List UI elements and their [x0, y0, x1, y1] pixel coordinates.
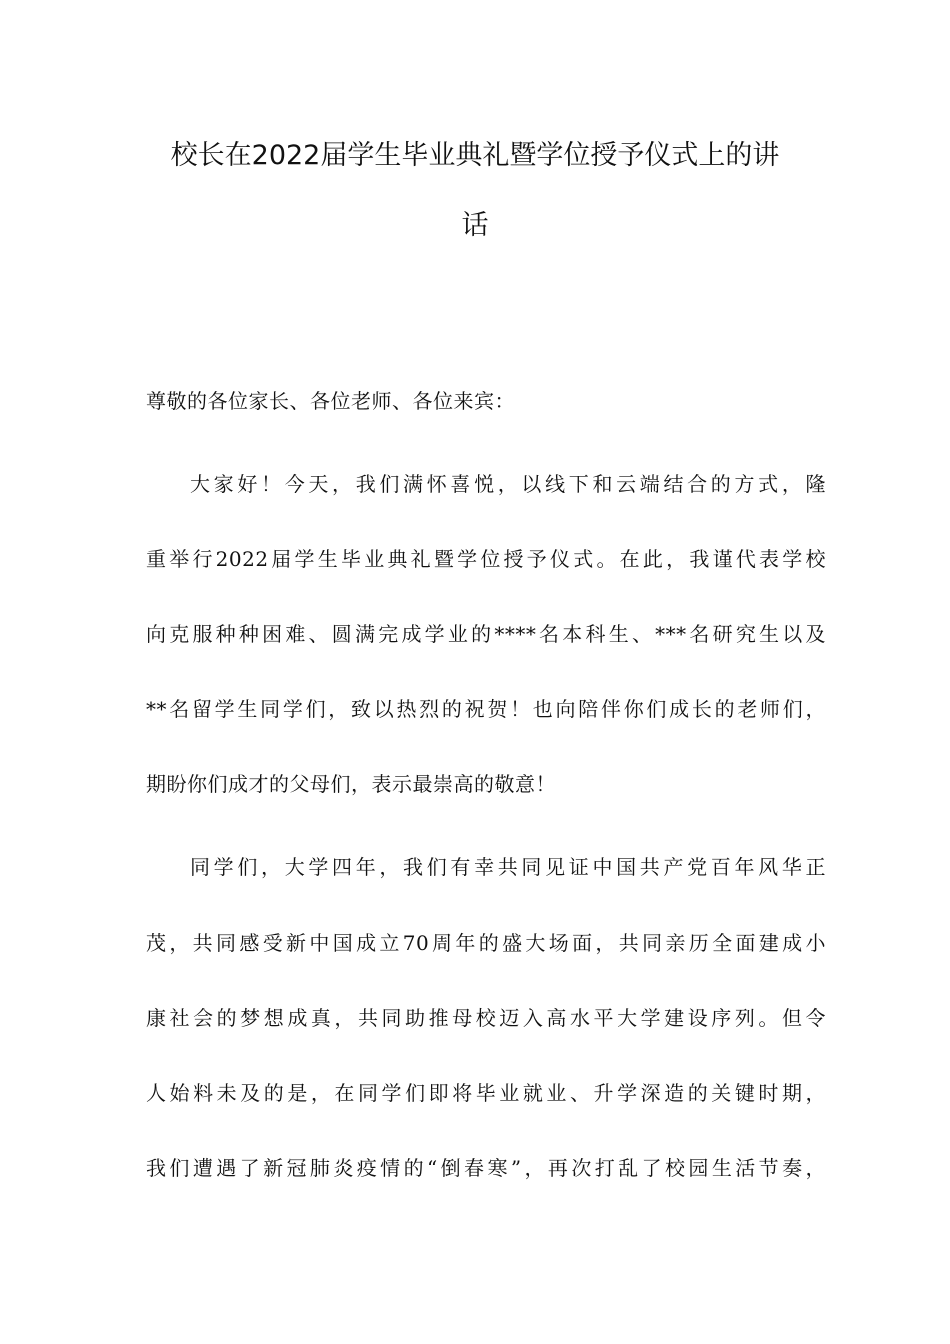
document-title-line-1: 校长在2022届学生毕业典礼暨学位授予仪式上的讲	[170, 140, 780, 171]
greeting: 尊敬的各位家长、各位老师、各位来宾：	[146, 389, 515, 413]
document-title-line-2: 话	[461, 210, 489, 241]
paragraph-2-line-3: 康社会的梦想成真，共同助推母校迈入高水平大学建设序列。但令	[146, 1006, 826, 1030]
paragraph-1-line-3: 向克服种种困难、圆满完成学业的****名本科生、***名研究生以及	[146, 622, 826, 646]
paragraph-2-line-2: 茂，共同感受新中国成立70周年的盛大场面，共同亲历全面建成小	[146, 931, 826, 955]
paragraph-2-line-4: 人始料未及的是，在同学们即将毕业就业、升学深造的关键时期，	[146, 1081, 826, 1105]
paragraph-1-line-4: **名留学生同学们，致以热烈的祝贺！也向陪伴你们成长的老师们，	[146, 697, 826, 721]
paragraph-2-line-5: 我们遭遇了新冠肺炎疫情的“倒春寒”，再次打乱了校园生活节奏，	[146, 1156, 826, 1180]
paragraph-1-line-1: 大家好！今天，我们满怀喜悦，以线下和云端结合的方式，隆	[190, 472, 826, 496]
paragraph-2-line-1: 同学们，大学四年，我们有幸共同见证中国共产党百年风华正	[190, 855, 826, 879]
paragraph-1-line-5: 期盼你们成才的父母们，表示最崇高的敬意！	[146, 772, 556, 796]
paragraph-1-line-2: 重举行2022届学生毕业典礼暨学位授予仪式。在此，我谨代表学校	[146, 547, 826, 571]
